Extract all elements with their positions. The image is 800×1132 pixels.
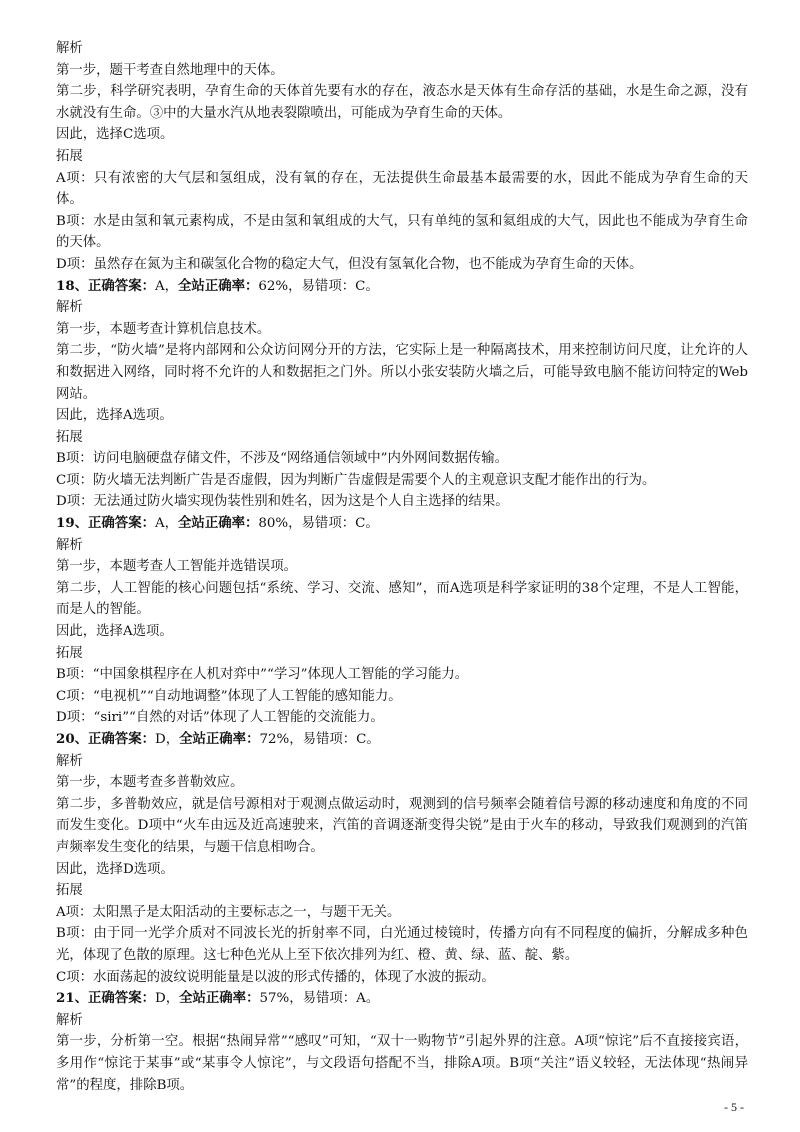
section-label: 解析 [56,300,83,316]
rate-value: 80%，易错项：C。 [258,516,379,532]
section-label: 拓展 [56,429,83,445]
paragraph: 因此，选择C选项。 [56,127,174,143]
section-label: 拓展 [56,645,83,661]
paragraph: 第二步，多普勒效应，就是信号源相对于观测点做运动时，观测到的信号频率会随着信号源的移动速度和角度的不同而发生变化。D项中“火车由远及近高速驶来，汽笛的音调逐渐变得尖锐”是由于火车的移动，导致我们观测到的汽笛声频率发生变化的结果，与题干信息相吻合。 [56,796,748,855]
paragraph: B项：“中国象棋程序在人机对弈中”“学习”体现人工智能的学习能力。 [56,667,469,683]
paragraph: C项：水面荡起的波纹说明能量是以波的形式传播的，体现了水波的振动。 [56,969,495,985]
paragraph: A项：太阳黑子是太阳活动的主要标志之一，与题干无关。 [56,904,401,920]
paragraph: B项：水是由氢和氧元素构成，不是由氢和氧组成的大气，只有单纯的氢和氦组成的大气，因此也不能成为孕育生命的天体。 [56,213,748,251]
paragraph: D项：无法通过防火墙实现伪装性别和姓名，因为这是个人自主选择的结果。 [56,494,509,510]
paragraph: 第一步，本题考查计算机信息技术。 [56,321,271,337]
answer-value: D， [154,991,180,1007]
question-answer-header [56,276,748,298]
question-answer-header [56,729,748,751]
paragraph: 第一步，题干考查自然地理中的天体。 [56,62,284,78]
section-label: 解析 [56,537,83,553]
paragraph: D项：虽然存在氮为主和碳氢化合物的稳定大气，但没有氢氧化合物，也不能成为孕育生命的天体。 [56,256,643,272]
page-number: - 5 - [724,1100,744,1114]
answer-label: 、正确答案： [74,277,155,294]
paragraph: 第一步，本题考查多普勒效应。 [56,775,244,791]
document-body [56,38,748,1096]
paragraph: 因此，选择A选项。 [56,408,173,424]
rate-label: 全站正确率： [178,515,259,532]
paragraph: 第二步，“防火墙”是将内部网和公众访问网分开的方法，它实际上是一种隔离技术，用来控制访问尺度，让允许的人和数据进入网络，同时将不允许的人和数据拒之门外。所以小张安装防火墙之后，可能导致电脑不能访问特定的Web网站。 [56,343,748,402]
answer-label: 、正确答案： [74,990,155,1007]
paragraph: C项：防火墙无法判断广告是否虚假，因为判断广告虚假是需要个人的主观意识支配才能作出的行为。 [56,472,656,488]
answer-label: 、正确答案： [74,731,155,747]
answer-value: A， [154,516,179,532]
answer-label: 、正确答案： [74,515,155,532]
question-answer-header [56,988,748,1010]
paragraph: 第一步，本题考查人工智能并选错误项。 [56,559,298,575]
answer-value: D， [154,732,180,747]
paragraph: 因此，选择A选项。 [56,624,173,640]
section-label: 解析 [56,753,83,769]
rate-label: 全站正确率： [178,277,259,294]
paragraph: 第二步，科学研究表明，孕育生命的天体首先要有水的存在，液态水是天体有生命存活的基础，水是生命之源，没有水就没有生命。③中的大量水汽从地表裂隙喷出，可能成为孕育生命的天体。 [56,84,748,121]
paragraph: A项：只有浓密的大气层和氢组成，没有氧的存在，无法提供生命最基本最需要的水，因此不能成为孕育生命的天体。 [56,170,748,208]
paragraph: D项：“siri”“自然的对话”体现了人工智能的交流能力。 [56,710,384,726]
section-label: 解析 [56,41,83,56]
paragraph: 第二步，人工智能的核心问题包括“系统、学习、交流、感知”，而A选项是科学家证明的38个定理，不是人工智能，而是人的智能。 [56,580,748,618]
rate-value: 62%，易错项：C。 [258,278,379,294]
section-label: 解析 [56,1012,83,1028]
paragraph: C项：“电视机”“自动地调整”体现了人工智能的感知能力。 [56,688,402,704]
paragraph: B项：由于同一光学介质对不同波长光的折射率不同，白光通过棱镜时，传播方向有不同程度的偏折，分解成多种色光，体现了色散的原理。这七种色光从上至下依次排列为红、橙、黄、绿、蓝、靛、紫。 [56,926,748,963]
rate-value: 57%，易错项：A。 [259,991,380,1007]
rate-label: 全站正确率： [179,731,260,747]
question-number: 18 [56,277,75,294]
answer-value: A， [154,278,179,294]
question-number: 21 [56,990,75,1007]
paragraph: 第一步，分析第一空。根据“热闹异常”“感叹”可知，“双十一购物节”引起外界的注意。A项“惊诧”后不直接接宾语，多用作“惊诧于某事”或“某事令人惊诧”，与文段语句搭配不当，排除A项。B项“关注”语义较轻，无法体现“热闹异常”的程度，排除B项。 [56,1034,748,1093]
section-label: 拓展 [56,148,83,164]
section-label: 拓展 [56,883,83,899]
rate-label: 全站正确率： [179,990,260,1007]
paragraph: B项：访问电脑硬盘存储文件，不涉及“网络通信领域中”内外网间数据传输。 [56,451,509,467]
question-number: 20 [56,731,75,747]
paragraph: 因此，选择D选项。 [56,861,174,877]
question-number: 19 [56,515,75,532]
rate-value: 72%，易错项：C。 [259,732,380,747]
question-answer-header [56,513,748,535]
